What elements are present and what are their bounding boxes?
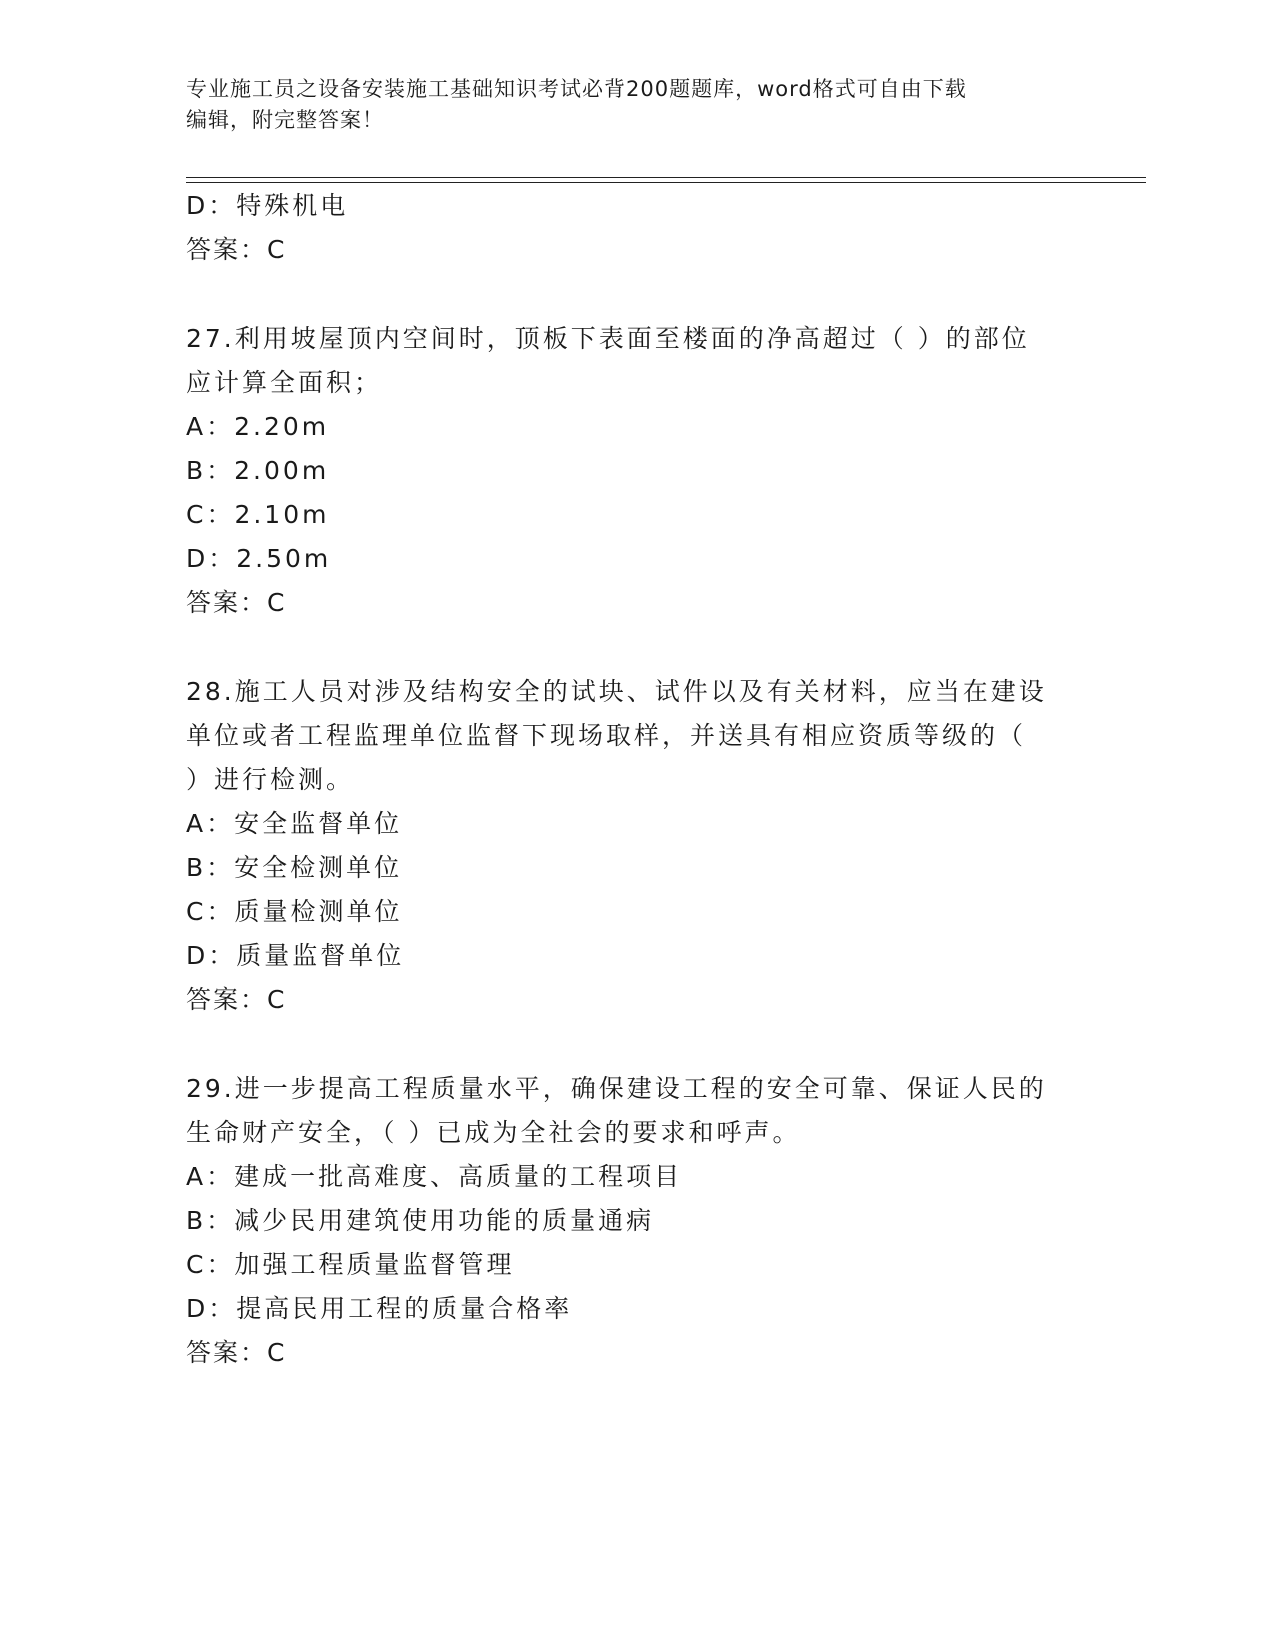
q27-answer: 答案：C <box>186 588 287 617</box>
q27-option-c: C：2.10m <box>186 500 330 529</box>
q29-option-a: A：建成一批高难度、高质量的工程项目 <box>186 1162 683 1191</box>
q29-option-d: D：提高民用工程的质量合格率 <box>186 1294 573 1323</box>
q29-option-b: B：减少民用建筑使用功能的质量通病 <box>186 1206 655 1235</box>
q27-text-line-2: 应计算全面积； <box>186 368 383 397</box>
q27-option-a: A：2.20m <box>186 412 330 441</box>
document-header <box>186 74 1066 136</box>
q28-option-c: C：质量检测单位 <box>186 897 403 926</box>
q28-option-d: D：质量监督单位 <box>186 941 405 970</box>
q28-text-line-3: ）进行检测。 <box>186 765 355 794</box>
q29-text-line-2: 生命财产安全，（ ）已成为全社会的要求和呼声。 <box>186 1118 801 1147</box>
q27-option-d: D：2.50m <box>186 544 332 573</box>
prev-answer: 答案：C <box>186 235 287 264</box>
header-title-line-2: 编辑，附完整答案！ <box>186 108 384 132</box>
q28-text-line-1: 28.施工人员对涉及结构安全的试块、试件以及有关材料，应当在建设 <box>186 677 1047 706</box>
q28-text-line-2: 单位或者工程监理单位监督下现场取样，并送具有相应资质等级的（ <box>186 721 1027 750</box>
q29-text-line-1: 29.进一步提高工程质量水平，确保建设工程的安全可靠、保证人民的 <box>186 1074 1047 1103</box>
q28-option-b: B：安全检测单位 <box>186 853 403 882</box>
header-title-line-1: 专业施工员之设备安装施工基础知识考试必背200题题库，word格式可自由下载 <box>186 77 967 101</box>
q28-answer: 答案：C <box>186 985 287 1014</box>
q29-option-c: C：加强工程质量监督管理 <box>186 1250 515 1279</box>
prev-option-d: D：特殊机电 <box>186 191 349 220</box>
q28-option-a: A：安全监督单位 <box>186 809 403 838</box>
header-divider-bottom <box>186 182 1146 183</box>
header-divider-top <box>186 177 1146 178</box>
q29-answer: 答案：C <box>186 1338 287 1367</box>
q27-option-b: B：2.00m <box>186 456 330 485</box>
q27-text-line-1: 27.利用坡屋顶内空间时，顶板下表面至楼面的净高超过（ ）的部位 <box>186 324 1030 353</box>
